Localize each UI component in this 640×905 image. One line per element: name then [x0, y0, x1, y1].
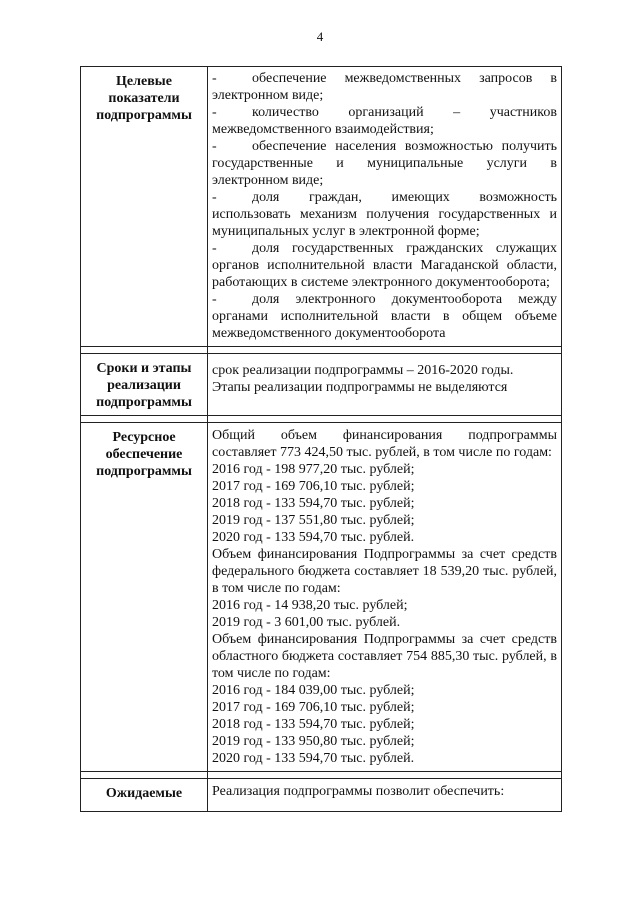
list-item-text: доля электронного документооборота между органами исполнительной власти в общем объеме межведомственного документооборота	[212, 292, 557, 341]
label-line: Ресурсное	[112, 430, 176, 445]
label-expected	[81, 779, 208, 812]
text-line: срок реализации подпрограммы – 2016-2020 годы.	[212, 363, 514, 378]
funding-year-line: 2016 год - 184 039,00 тыс. рублей;	[212, 683, 415, 698]
value-target-indicators	[208, 67, 562, 347]
label-resource-provision	[81, 423, 208, 772]
funding-year-line: 2018 год - 133 594,70 тыс. рублей;	[212, 496, 415, 511]
list-item-text: доля государственных гражданских служащих органов исполнительной власти Магаданской области, работающих в системе электронного документооборота;	[212, 241, 557, 290]
label-target-indicators	[81, 67, 208, 347]
row-spacer	[81, 416, 562, 423]
row-spacer	[81, 347, 562, 354]
label-line: реализации	[107, 378, 181, 393]
row-spacer	[81, 772, 562, 779]
value-expected	[208, 779, 562, 812]
label-line: показатели	[108, 91, 180, 106]
list-item: - доля государственных гражданских служащих органов исполнительной власти Магаданской области, работающих в системе электронного документооборота;	[212, 241, 557, 290]
funding-year-line: 2017 год - 169 706,10 тыс. рублей;	[212, 479, 415, 494]
list-item: - обеспечение межведомственных запросов в электронном виде;	[212, 71, 557, 103]
label-terms-stages	[81, 354, 208, 416]
funding-year-line: 2020 год - 133 594,70 тыс. рублей.	[212, 751, 415, 766]
funding-regional: Объем финансирования Подпрограммы за счет средств областного бюджета составляет 754 885,30 тыс. рублей, в том числе по годам:	[212, 632, 557, 681]
list-item-text: количество организаций – участников межведомственного взаимодействия;	[212, 105, 557, 137]
label-line: подпрограммы	[96, 464, 192, 479]
value-terms-stages	[208, 354, 562, 416]
label-line: обеспечение	[105, 447, 183, 462]
list-item: - количество организаций – участников межведомственного взаимодействия;	[212, 105, 557, 137]
label-line: Целевые	[116, 74, 172, 89]
list-item-text: обеспечение населения возможностью получить государственные и муниципальные услуги в электронном виде;	[212, 139, 557, 188]
text-line: Реализация подпрограммы позволит обеспечить:	[212, 784, 505, 799]
list-item-text: обеспечение межведомственных запросов в электронном виде;	[212, 71, 557, 103]
value-resource-provision	[208, 423, 562, 772]
label-line: Сроки и этапы	[96, 361, 192, 376]
funding-year-line: 2019 год - 133 950,80 тыс. рублей;	[212, 734, 415, 749]
list-item: - доля электронного документооборота между органами исполнительной власти в общем объеме межведомственного документооборота	[212, 292, 557, 341]
label-line: Ожидаемые	[105, 786, 183, 801]
funding-year-line: 2017 год - 169 706,10 тыс. рублей;	[212, 700, 415, 715]
funding-year-line: 2019 год - 137 551,80 тыс. рублей;	[212, 513, 415, 528]
funding-year-line: 2016 год - 14 938,20 тыс. рублей;	[212, 598, 408, 613]
list-item: - обеспечение населения возможностью получить государственные и муниципальные услуги в электронном виде;	[212, 139, 557, 188]
funding-total: Общий объем финансирования подпрограммы составляет 773 424,50 тыс. рублей, в том числе по годам:	[212, 428, 557, 460]
list-item: - доля граждан, имеющих возможность использовать механизм получения государственных и муниципальных услуг в электронной форме;	[212, 190, 557, 239]
label-line: подпрограммы	[96, 108, 192, 123]
list-item-text: доля граждан, имеющих возможность использовать механизм получения государственных и муниципальных услуг в электронной форме;	[212, 190, 557, 239]
table-row-expected	[81, 779, 562, 812]
funding-year-line: 2018 год - 133 594,70 тыс. рублей;	[212, 717, 415, 732]
funding-year-line: 2019 год - 3 601,00 тыс. рублей.	[212, 615, 401, 630]
subprogram-passport-table	[80, 66, 562, 812]
table-row-target-indicators	[81, 67, 562, 347]
funding-year-line: 2016 год - 198 977,20 тыс. рублей;	[212, 462, 415, 477]
page-number: 4	[316, 29, 324, 44]
table-row-terms-stages	[81, 354, 562, 416]
label-line: подпрограммы	[96, 395, 192, 410]
funding-federal: Объем финансирования Подпрограммы за счет средств федерального бюджета составляет 18 539,20 тыс. рублей, в том числе по годам:	[212, 547, 557, 596]
funding-year-line: 2020 год - 133 594,70 тыс. рублей.	[212, 530, 415, 545]
table-row-resource-provision	[81, 423, 562, 772]
text-line: Этапы реализации подпрограммы не выделяются	[212, 380, 508, 395]
